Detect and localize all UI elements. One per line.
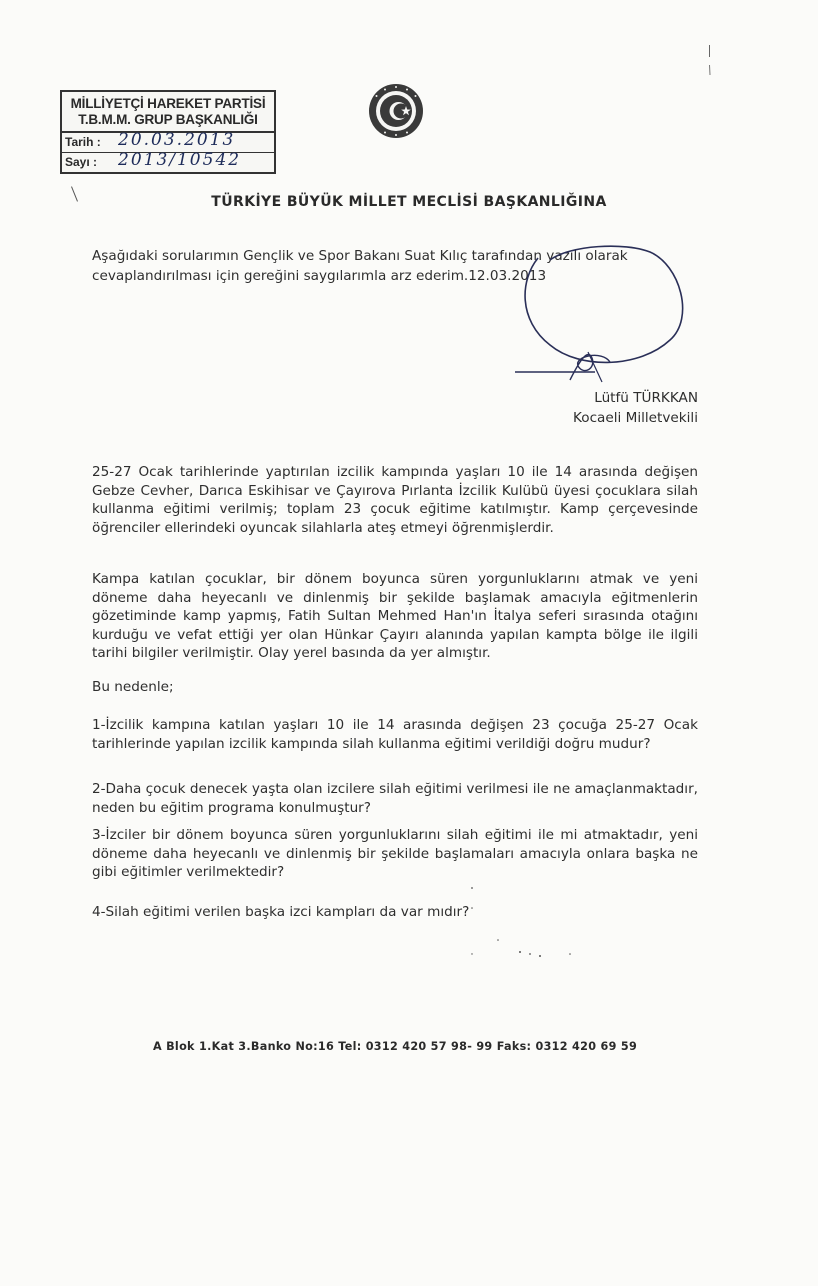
stamp-number-value: 2013/10542 xyxy=(118,150,242,170)
paragraph-3: Bu nedenle; xyxy=(92,679,174,695)
stamp-date-value: 20.03.2013 xyxy=(118,130,236,150)
paragraph-2: Kampa katılan çocuklar, bir dönem boyunca süren yorgunluklarını atmak ve yeni döneme daha heyecanlı ve dinlenmiş bir şekilde başlamak amacıyla eğitmenlerin gözetiminde kamp yapmış, Fatih Sultan Mehmed Han'ın İtalya seferi sırasında otağını kurduğu ve vefat ettiği yer olan Hünkar Çayırı alanında yapılan kampta bölge ile ilgili tarihi bilgiler verilmiştir. Olay yerel basında da yer almıştır. xyxy=(92,571,698,661)
question-2: 2-Daha çocuk denecek yaşta olan izcilere silah eğitimi verilmesi ile ne amaçlanmaktadır, neden bu eğitim programa konulmuştur? xyxy=(92,781,698,816)
intro-line-1: Aşağıdaki sorularımın Gençlik ve Spor Bakanı Suat Kılıç tarafından yazılı olarak xyxy=(92,248,628,264)
contact-footer: A Blok 1.Kat 3.Banko No:16 Tel: 0312 420 57 98- 99 Faks: 0312 420 69 59 xyxy=(152,1040,638,1053)
stamp-header xyxy=(62,92,274,133)
tbmm-emblem-icon xyxy=(367,82,425,140)
stamp-date-label: Tarih : xyxy=(65,135,101,149)
question-4: 4-Silah eğitimi verilen başka izci kampları da var mıdır? xyxy=(92,904,470,920)
document-title: TÜRKİYE BÜYÜK MİLLET MECLİSİ BAŞKANLIĞINA xyxy=(211,194,607,210)
stamp-group-name: T.B.M.M. GRUP BAŞKANLIĞI xyxy=(78,112,258,127)
question-1: 1-İzcilik kampına katılan yaşları 10 ile 14 arasında değişen 23 çocuğa 25-27 Ocak tarihlerinde yapılan izcilik kampında silah kullanma eğitimi verildiği doğru mudur? xyxy=(92,717,698,752)
stamp-number-label: Sayı : xyxy=(65,155,98,169)
paragraph-1: 25-27 Ocak tarihlerinde yaptırılan izcilik kampında yaşları 10 ile 14 arasında değişen Gebze Cevher, Darıca Eskihisar ve Çayırova Pırlanta İzcilik Kulübü üyesi çocuklara silah kullanma eğitimi verilmiş; toplam 23 çocuk eğitime katılmıştır. Kamp çerçevesinde öğrenciler ellerindeki oyuncak silahlarla ateş etmeyi öğrenmişlerdir. xyxy=(92,464,698,536)
intro-line-2: cevaplandırılması için gereğini saygılarımla arz ederim.12.03.2013 xyxy=(92,268,547,284)
signer-name: Lütfü TÜRKKAN xyxy=(594,390,698,406)
stamp-party-name: MİLLİYETÇİ HAREKET PARTİSİ xyxy=(70,96,266,111)
margin-mark xyxy=(708,45,711,85)
scan-speckles xyxy=(460,880,600,970)
stamp-number-row xyxy=(62,150,274,172)
question-3: 3-İzciler bir dönem boyunca süren yorgunluklarını silah eğitimi ile mi atmaktadır, yeni döneme daha heyecanlı ve dinlenmiş bir şekilde başlamaları amacıyla onlara başka ne gibi eğitimler verilmektedir? xyxy=(92,827,698,880)
registration-stamp xyxy=(60,90,276,174)
signer-title: Kocaeli Milletvekili xyxy=(573,410,698,426)
handwritten-signature xyxy=(510,240,710,390)
